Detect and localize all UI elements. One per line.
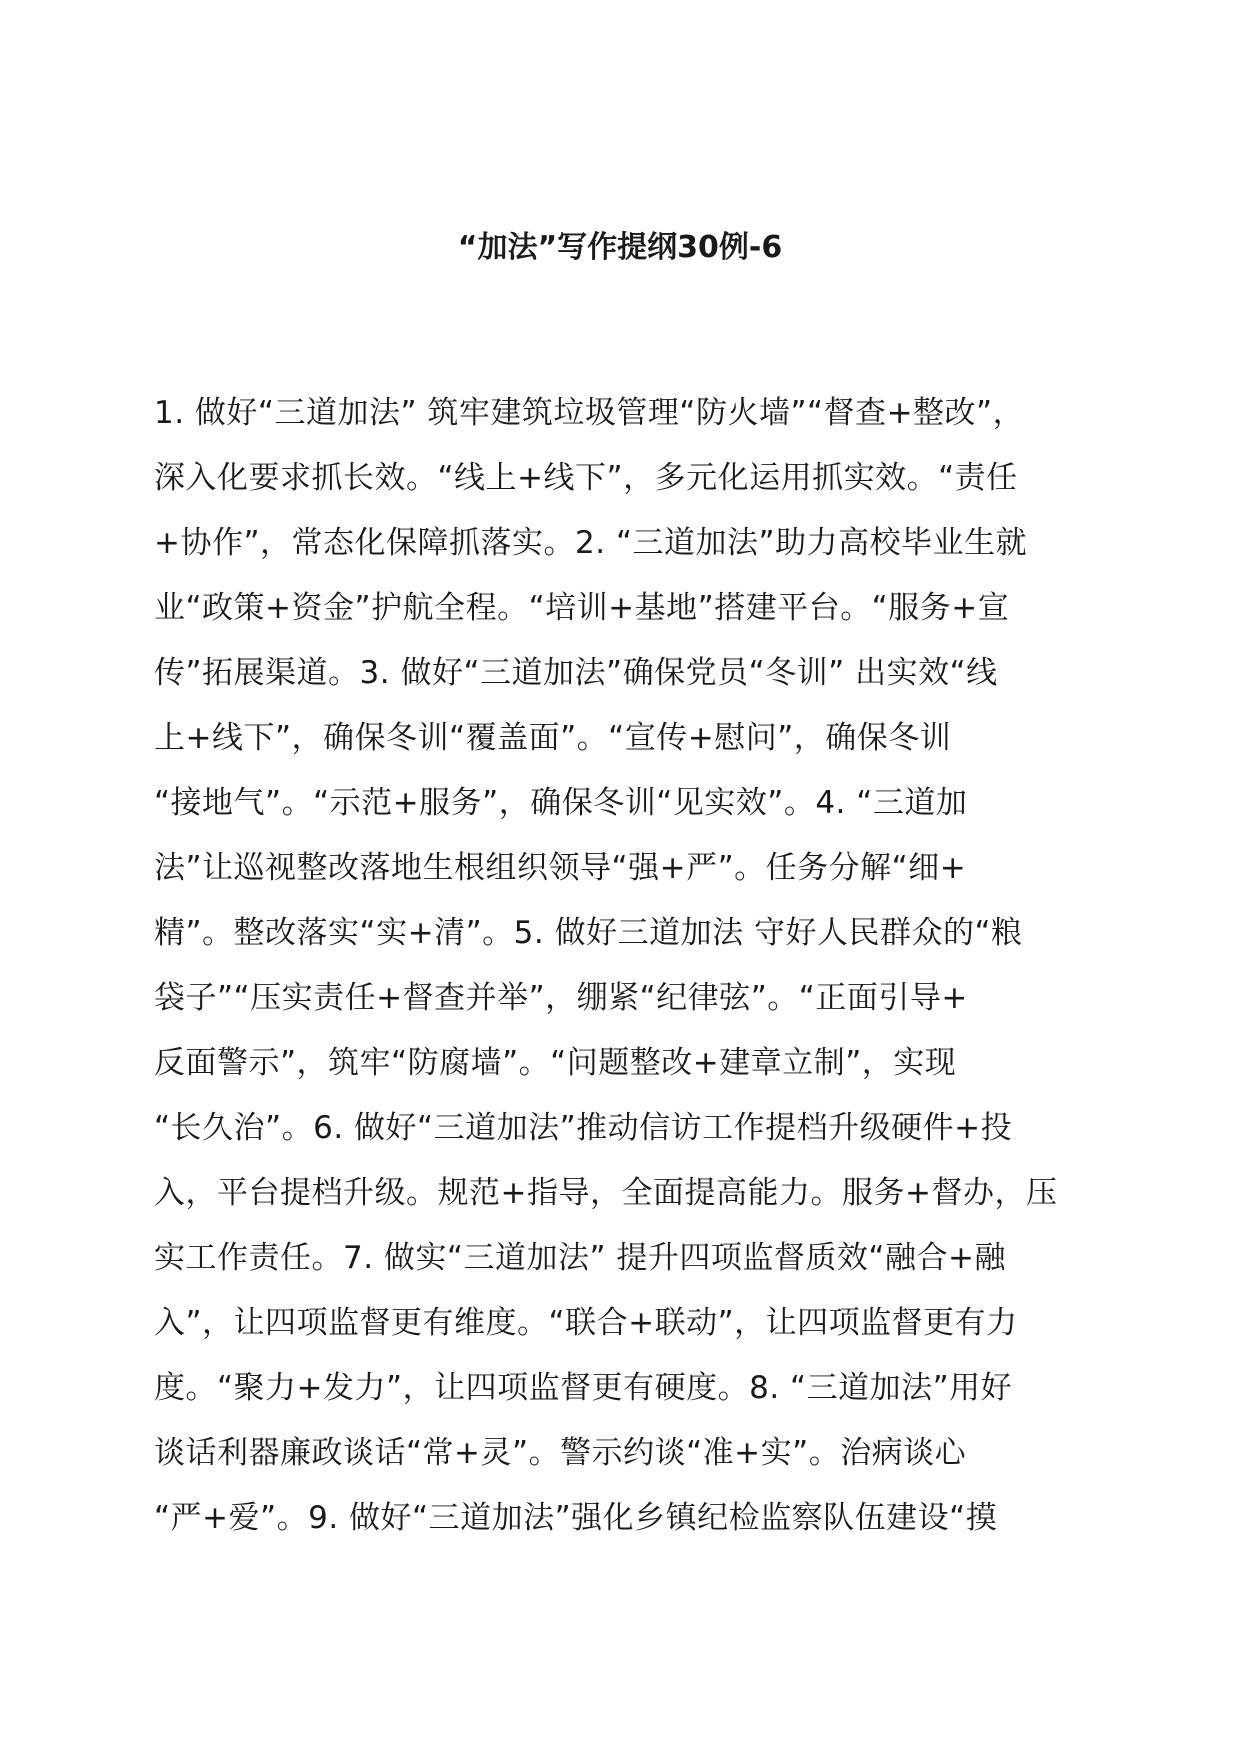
- body-line: +协作”，常态化保障抓落实。2. “三道加法”助力高校毕业生就: [154, 525, 1028, 561]
- body-line: 入”，让四项监督更有维度。“联合+联动”，让四项监督更有力: [154, 1305, 1018, 1341]
- body-line: 度。“聚力+发力”，让四项监督更有硬度。8. “三道加法”用好: [154, 1370, 1013, 1406]
- body-line: 袋子”“压实责任+督查并举”，绷紧“纪律弦”。“正面引导+: [154, 980, 968, 1016]
- body-line: 上+线下”，确保冬训“覆盖面”。“宣传+慰问”，确保冬训: [154, 720, 952, 756]
- body-line: “严+爱”。9. 做好“三道加法”强化乡镇纪检监察队伍建设“摸: [154, 1500, 998, 1536]
- body-line: 业“政策+资金”护航全程。“培训+基地”搭建平台。“服务+宣: [154, 590, 1010, 626]
- body-line: 精”。整改落实“实+清”。5. 做好三道加法 守好人民群众的“粮: [154, 915, 1023, 951]
- body-line: 谈话利器廉政谈话“常+灵”。警示约谈“准+实”。治病谈心: [154, 1435, 967, 1471]
- body-line: “接地气”。“示范+服务”，确保冬训“见实效”。4. “三道加: [154, 785, 968, 821]
- body-line: 反面警示”，筑牢“防腐墙”。“问题整改+建章立制”，实现: [154, 1045, 957, 1081]
- body-line: “长久治”。6. 做好“三道加法”推动信访工作提档升级硬件+投: [154, 1110, 1013, 1146]
- document-title: “加法”写作提纲30例-6: [457, 230, 783, 265]
- body-line: 传”拓展渠道。3. 做好“三道加法”确保党员“冬训” 出实效“线: [154, 655, 998, 691]
- document-body: [154, 389, 1094, 1559]
- body-line: 实工作责任。7. 做实“三道加法” 提升四项监督质效“融合+融: [154, 1240, 1006, 1276]
- body-line: 法”让巡视整改落地生根组织领导“强+严”。任务分解“细+: [154, 850, 967, 886]
- body-line: 1. 做好“三道加法” 筑牢建筑垃圾管理“防火墙”“督查+整改”，: [154, 395, 1025, 431]
- body-line: 深入化要求抓长效。“线上+线下”，多元化运用抓实效。“责任: [154, 460, 1018, 496]
- body-line: 入，平台提档升级。规范+指导，全面提高能力。服务+督办，压: [154, 1175, 1058, 1211]
